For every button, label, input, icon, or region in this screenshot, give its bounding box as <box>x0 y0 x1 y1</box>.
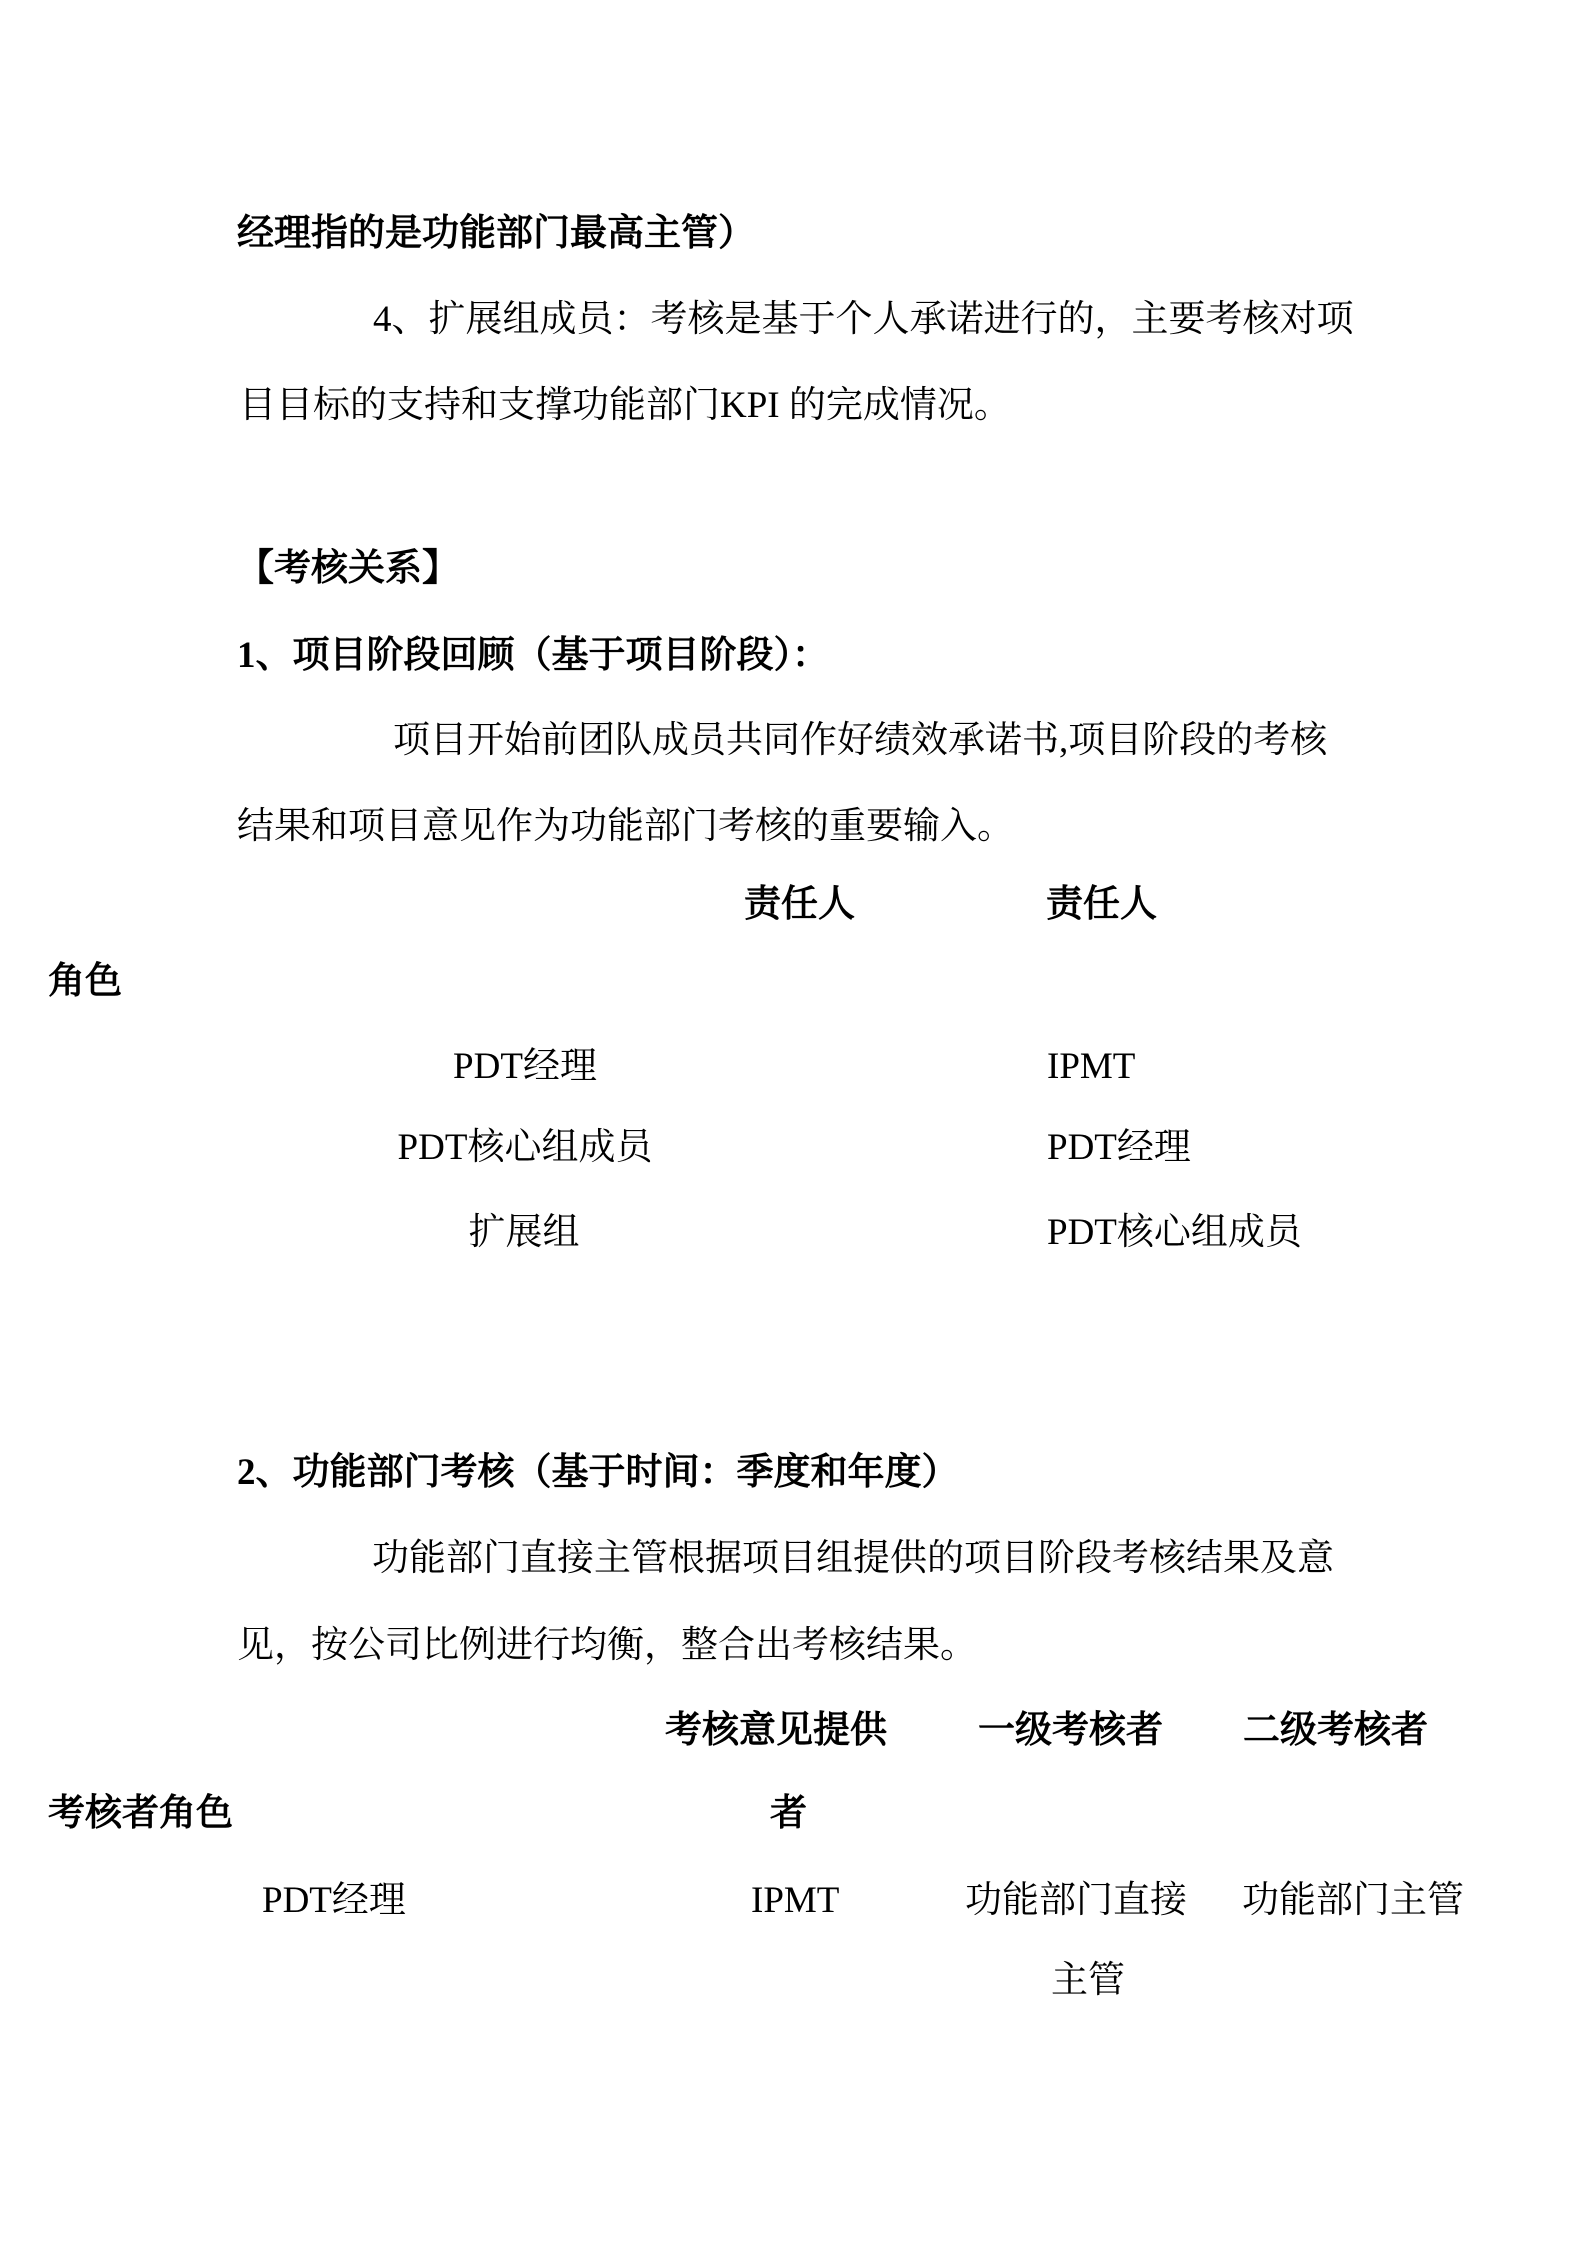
table1-row3-owner: PDT核心组成员 <box>1047 1212 1302 1253</box>
item1-heading: 1、项目阶段回顾（基于项目阶段）： <box>237 635 829 676</box>
table1-header-responsible1: 责任人 <box>744 884 855 925</box>
table1-header-responsible2: 责任人 <box>1046 884 1157 925</box>
table1-row3-role: 扩展组 <box>468 1212 580 1253</box>
table2-header-opinion-provider-line2: 者 <box>770 1793 807 1834</box>
section-heading-assessment-relationship: 【考核关系】 <box>237 548 459 589</box>
item2-heading: 2、功能部门考核（基于时间：季度和年度） <box>237 1452 959 1493</box>
table2-header-first-assessor: 一级考核者 <box>978 1710 1163 1751</box>
table1-row2-owner: PDT经理 <box>1047 1127 1191 1168</box>
table2-row1-opinion-provider: IPMT <box>751 1880 840 1921</box>
paragraph-continuation-line: 经理指的是功能部门最高主管） <box>237 213 755 254</box>
table2-row1-first-assessor-line2: 主管 <box>1051 1960 1125 2001</box>
table2-row1-role: PDT经理 <box>262 1880 406 1921</box>
table2-header-second-assessor: 二级考核者 <box>1243 1710 1428 1751</box>
table2-row1-first-assessor-line1: 功能部门直接 <box>965 1880 1187 1921</box>
item1-body-line1: 项目开始前团队成员共同作好绩效承诺书,项目阶段的考核 <box>393 720 1328 761</box>
table2-header-opinion-provider-line1: 考核意见提供 <box>665 1710 887 1751</box>
table1-row-label-role: 角色 <box>48 961 122 1002</box>
table1-row2-role: PDT核心组成员 <box>397 1127 653 1168</box>
item1-body-line2: 结果和项目意见作为功能部门考核的重要输入。 <box>237 806 1014 847</box>
table1-row1-role: PDT经理 <box>453 1046 597 1087</box>
item2-body-line1: 功能部门直接主管根据项目组提供的项目阶段考核结果及意 <box>372 1538 1334 1579</box>
table1-row1-owner: IPMT <box>1047 1046 1136 1087</box>
table2-row-label-assessor-role: 考核者角色 <box>48 1793 233 1834</box>
item4-line2: 目目标的支持和支撑功能部门KPI 的完成情况。 <box>239 385 1011 426</box>
item4-line1: 4、扩展组成员：考核是基于个人承诺进行的，主要考核对项 <box>373 299 1354 340</box>
item2-body-line2: 见，按公司比例进行均衡，整合出考核结果。 <box>237 1625 977 1666</box>
table2-row1-second-assessor: 功能部门主管 <box>1242 1880 1464 1921</box>
